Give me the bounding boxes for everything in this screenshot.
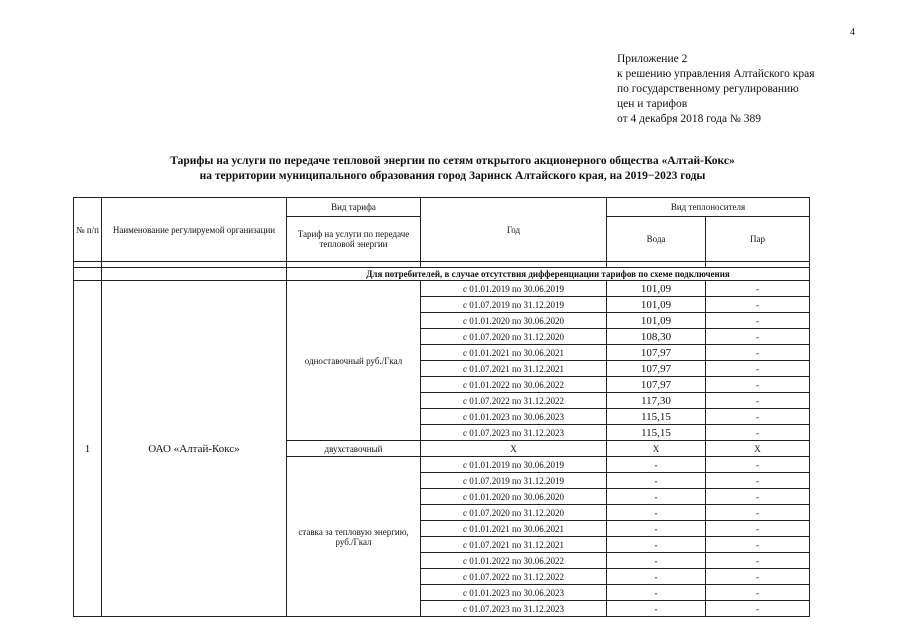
water-value: 115,15 (607, 409, 706, 425)
appendix-line: по государственному регулированию (617, 83, 799, 95)
header-tariff-type: Вид тарифа (287, 198, 421, 217)
steam-value: - (706, 409, 810, 425)
steam-value: - (706, 537, 810, 553)
period-cell: с 01.01.2023 по 30.06.2023 (421, 409, 607, 425)
period-cell: с 01.01.2022 по 30.06.2022 (421, 377, 607, 393)
water-value: Х (607, 441, 706, 457)
appendix-line: к решению управления Алтайского края (617, 68, 815, 80)
header-year: Год (421, 198, 607, 262)
section-label: Для потребителей, в случае отсутствия дифференциации тарифов по схеме подключения (287, 268, 810, 281)
appendix-line: Приложение 2 (617, 53, 688, 65)
period-cell: с 01.07.2022 по 31.12.2022 (421, 393, 607, 409)
period-cell: Х (421, 441, 607, 457)
period-cell: с 01.07.2023 по 31.12.2023 (421, 601, 607, 617)
water-value: 117,30 (607, 393, 706, 409)
steam-value: - (706, 489, 810, 505)
period-cell: с 01.07.2020 по 31.12.2020 (421, 329, 607, 345)
heat-rate-label: ставка за тепловую энергию, руб./Гкал (287, 457, 421, 617)
section-num-cell (74, 268, 102, 281)
water-value: - (607, 473, 706, 489)
one-rate-label: одноставочный руб./Гкал (287, 281, 421, 441)
water-value: - (607, 601, 706, 617)
water-value: - (607, 489, 706, 505)
steam-value: - (706, 361, 810, 377)
water-value: - (607, 569, 706, 585)
section-org-cell (102, 268, 287, 281)
steam-value: - (706, 521, 810, 537)
water-value: 101,09 (607, 297, 706, 313)
header-steam: Пар (706, 217, 810, 262)
header-water: Вода (607, 217, 706, 262)
page-number: 4 (850, 27, 855, 38)
header-num: № п/п (74, 198, 102, 262)
period-cell: с 01.01.2020 по 30.06.2020 (421, 489, 607, 505)
water-value: - (607, 585, 706, 601)
steam-value: - (706, 457, 810, 473)
period-cell: с 01.01.2022 по 30.06.2022 (421, 553, 607, 569)
period-cell: с 01.07.2019 по 31.12.2019 (421, 473, 607, 489)
period-cell: с 01.07.2022 по 31.12.2022 (421, 569, 607, 585)
organization-name: ОАО «Алтай-Кокс» (102, 281, 287, 617)
steam-value: - (706, 297, 810, 313)
steam-value: Х (706, 441, 810, 457)
steam-value: - (706, 329, 810, 345)
steam-value: - (706, 345, 810, 361)
steam-value: - (706, 585, 810, 601)
steam-value: - (706, 313, 810, 329)
header-tariff-service: Тариф на услуги по передаче тепловой энергии (287, 217, 421, 262)
steam-value: - (706, 505, 810, 521)
steam-value: - (706, 553, 810, 569)
water-value: 108,30 (607, 329, 706, 345)
appendix-line: цен и тарифов (617, 98, 688, 110)
period-cell: с 01.07.2021 по 31.12.2021 (421, 537, 607, 553)
water-value: - (607, 553, 706, 569)
water-value: 107,97 (607, 345, 706, 361)
period-cell: с 01.01.2019 по 30.06.2019 (421, 281, 607, 297)
steam-value: - (706, 473, 810, 489)
water-value: 101,09 (607, 281, 706, 297)
appendix-line: от 4 декабря 2018 года № 389 (617, 113, 762, 125)
period-cell: с 01.01.2019 по 30.06.2019 (421, 457, 607, 473)
water-value: - (607, 537, 706, 553)
water-value: 107,97 (607, 361, 706, 377)
water-value: - (607, 505, 706, 521)
period-cell: с 01.01.2021 по 30.06.2021 (421, 345, 607, 361)
water-value: - (607, 521, 706, 537)
period-cell: с 01.07.2021 по 31.12.2021 (421, 361, 607, 377)
steam-value: - (706, 281, 810, 297)
water-value: 101,09 (607, 313, 706, 329)
header-carrier: Вид теплоносителя (607, 198, 810, 217)
two-rate-label: двухставочный (287, 441, 421, 457)
table-row (74, 281, 810, 297)
steam-value: - (706, 393, 810, 409)
period-cell: с 01.07.2023 по 31.12.2023 (421, 425, 607, 441)
title-line: Тарифы на услуги по передаче тепловой энергии по сетям открытого акционерного общества «Алтай-Кокс» (170, 155, 735, 167)
period-cell: с 01.01.2020 по 30.06.2020 (421, 313, 607, 329)
steam-value: - (706, 601, 810, 617)
row-number: 1 (74, 281, 102, 617)
document-title (0, 154, 905, 184)
period-cell: с 01.01.2023 по 30.06.2023 (421, 585, 607, 601)
header-org: Наименование регулируемой организации (102, 198, 287, 262)
period-cell: с 01.07.2020 по 31.12.2020 (421, 505, 607, 521)
steam-value: - (706, 425, 810, 441)
water-value: 115,15 (607, 425, 706, 441)
title-line: на территории муниципального образования город Заринск Алтайского края, на 2019−2023 годы (199, 170, 706, 182)
period-cell: с 01.07.2019 по 31.12.2019 (421, 297, 607, 313)
tariff-table (73, 197, 810, 617)
steam-value: - (706, 377, 810, 393)
water-value: - (607, 457, 706, 473)
appendix-block (617, 52, 815, 127)
period-cell: с 01.01.2021 по 30.06.2021 (421, 521, 607, 537)
water-value: 107,97 (607, 377, 706, 393)
steam-value: - (706, 569, 810, 585)
